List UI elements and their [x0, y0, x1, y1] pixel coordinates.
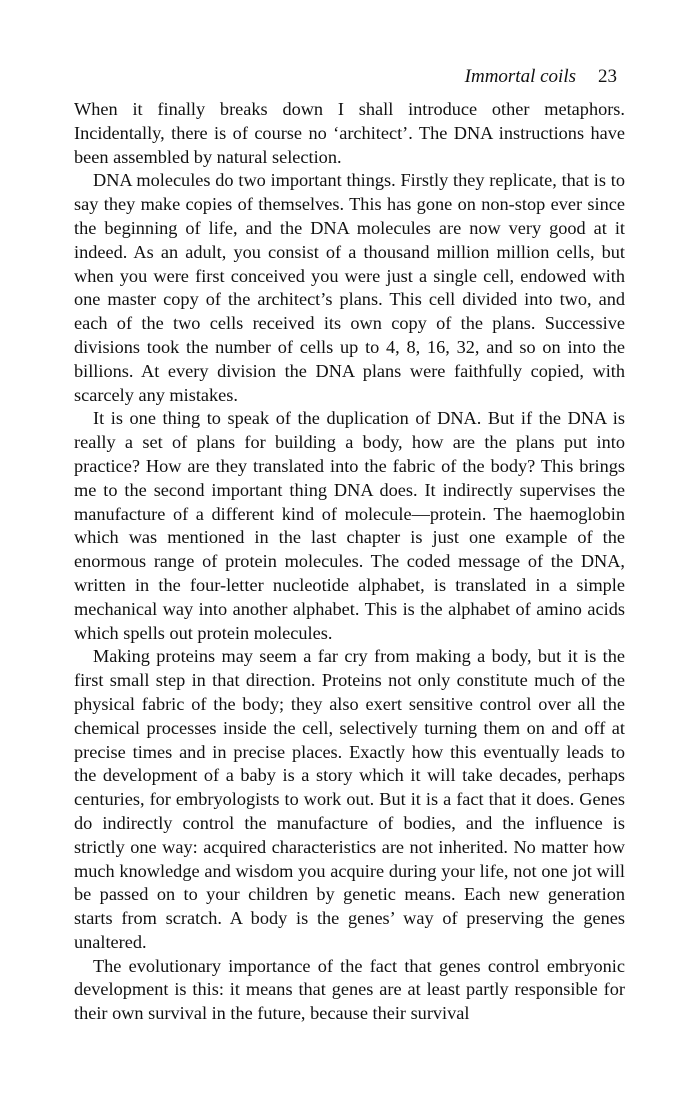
- paragraph: It is one thing to speak of the duplication of DNA. But if the DNA is really a set of plans for building a body, how are the plans put into practice? How are they translated into the fabric of the body? This brings me to the second important thing DNA does. It indirectly supervises the manufacture of a different kind of molecule—protein. The haemoglobin which was mentioned in the last chapter is just one example of the enormous range of protein molecules. The coded message of the DNA, written in the four-letter nucleotide alphabet, is translated in a simple mechanical way into another alphabet. This is the alphabet of amino acids which spells out protein molecules.: [74, 408, 625, 643]
- paragraph: When it finally breaks down I shall introduce other metaphors. Incidentally, there is of course no ‘architect’. The DNA instructions have been assembled by natural selection.: [74, 99, 625, 167]
- page-number: 23: [598, 66, 617, 87]
- paragraph: The evolutionary importance of the fact that genes control embryonic development is this: it means that genes are at least partly responsible for their own survival in the future, because their survival: [74, 955, 625, 1024]
- paragraph: DNA molecules do two important things. Firstly they replicate, that is to say they make copies of themselves. This has gone on non-stop ever since the beginning of life, and the DNA molecules are now very good at it indeed. As an adult, you consist of a thousand million million cells, but when you were first conceived you were just a single cell, endowed with one master copy of the architect’s plans. This cell divided into two, and each of the two cells received its own copy of the plans. Successive divisions took the number of cells up to 4, 8, 16, 32, and so on into the billions. At every division the DNA plans were faithfully copied, with scarcely any mistakes.: [74, 170, 625, 405]
- running-head: [465, 66, 617, 88]
- body-text: [74, 98, 625, 1026]
- running-head-title: Immortal coils: [464, 66, 576, 87]
- paragraph: Making proteins may seem a far cry from making a body, but it is the first small step in that direction. Proteins not only constitute much of the physical fabric of the body; they also exert sensitive control over all the chemical processes inside the cell, selectively turning them on and off at precise times and in precise places. Exactly how this eventually leads to the development of a baby is a story which it will take decades, perhaps centuries, for embryologists to work out. But it is a fact that it does. Genes do indirectly control the manufacture of bodies, and the influence is strictly one way: acquired characteristics are not inherited. No matter how much knowledge and wisdom you acquire during your life, not one jot will be passed on to your children by genetic means. Each new generation starts from scratch. A body is the genes’ way of preserving the genes unaltered.: [74, 646, 625, 952]
